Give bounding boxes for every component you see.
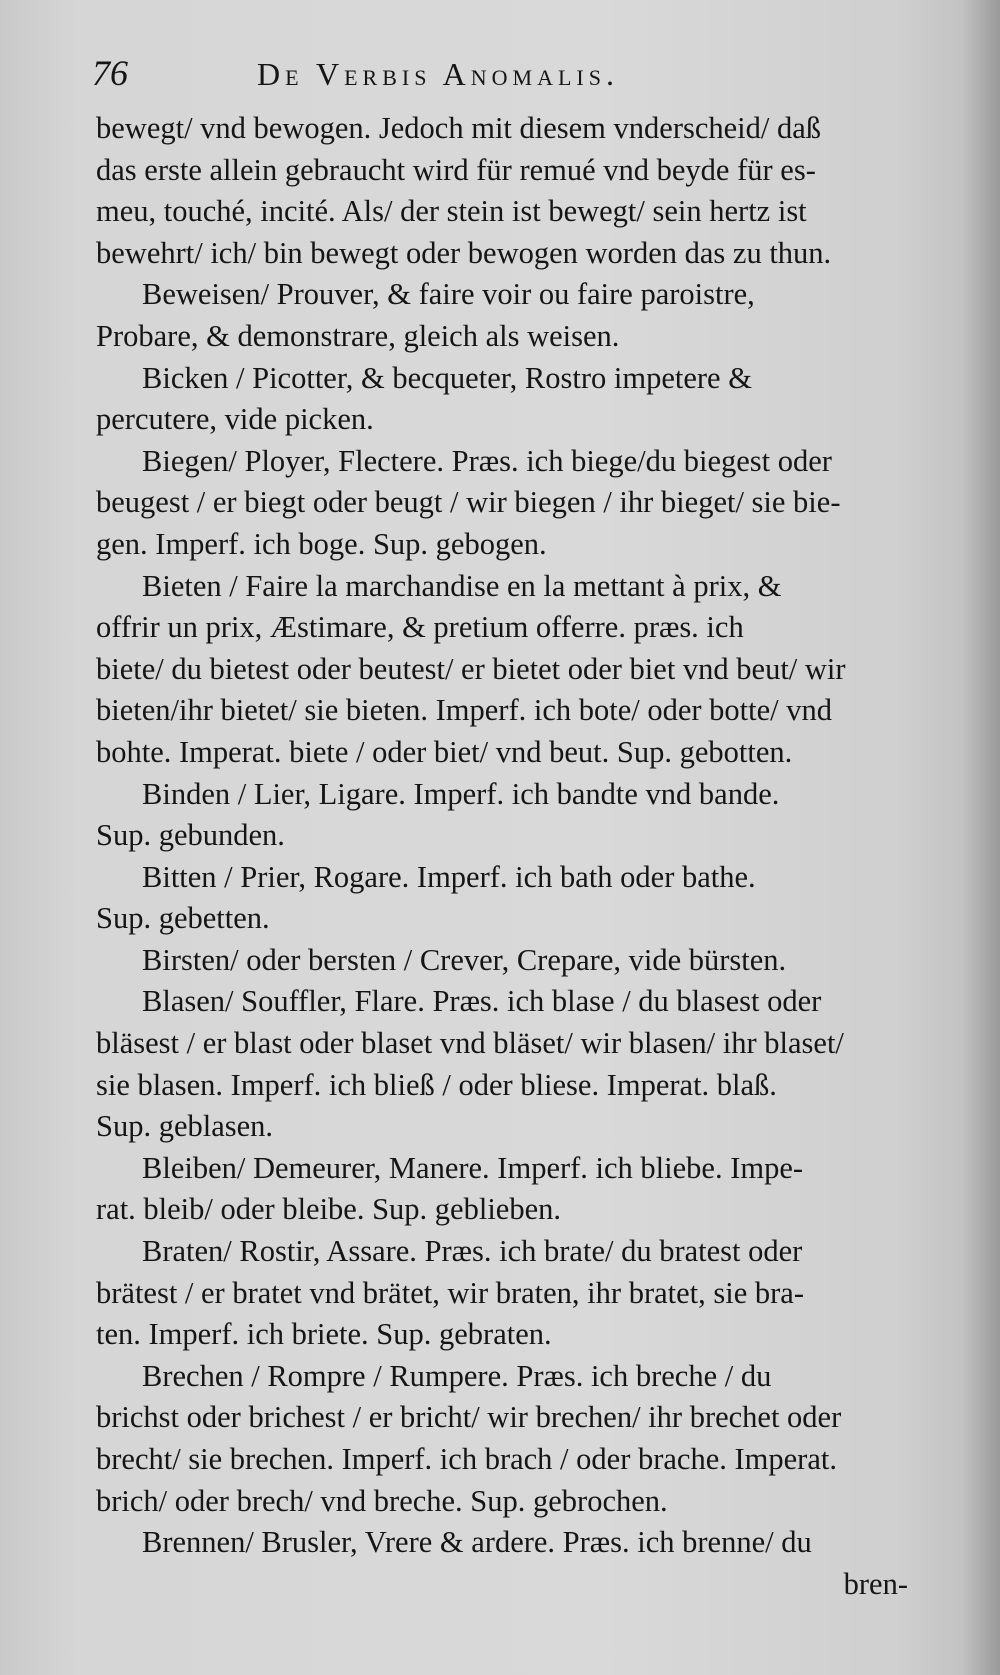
text-line: brich/ oder brech/ vnd breche. Sup. gebrochen. [96,1483,668,1518]
text-line: Binden / Lier, Ligare. Imperf. ich bandte vnd bande. [142,776,780,811]
text-line: bieten/ihr bietet/ sie bieten. Imperf. ich bote/ oder botte/ vnd [96,693,833,728]
text-line: bewehrt/ ich/ bin bewegt oder bewogen worden das zu thun. [96,235,832,270]
text-line: sie blasen. Imperf. ich bließ / oder bliese. Imperat. blaß. [96,1067,777,1102]
text-line: das erste allein gebraucht wird für remué vnd beyde für es- [96,152,816,187]
text-line: Sup. gebetten. [96,901,270,936]
text-line: brichst oder brichest / er bricht/ wir brechen/ ihr brechet oder [96,1400,842,1435]
text-line: Bieten / Faire la marchandise en la mettant à prix, & [142,568,782,603]
text-line: beugest / er biegt oder beugt / wir biegen / ihr bieget/ sie bie- [96,485,841,520]
text-line: Bicken / Picotter, & becqueter, Rostro impetere & [142,360,752,395]
text-line: percutere, vide picken. [96,402,374,437]
text-line: meu, touché, incité. Als/ der stein ist bewegt/ sein hertz ist [96,194,807,229]
text-line: bren- [843,1566,908,1601]
running-title: De Verbis Anomalis. [257,56,619,92]
text-line: bewegt/ vnd bewogen. Jedoch mit diesem vnderscheid/ daß [96,111,822,145]
text-line: Brechen / Rompre / Rumpere. Præs. ich breche / du [142,1358,772,1393]
text-line: Bitten / Prier, Rogare. Imperf. ich bath oder bathe. [142,859,756,894]
text-line: Beweisen/ Prouver, & faire voir ou faire paroistre, [142,277,755,312]
text-line: brätest / er bratet vnd brätet, wir braten, ihr bratet, sie bra- [96,1275,804,1310]
text-body [96,108,918,1605]
text-line: Birsten/ oder bersten / Crever, Crepare, vide bürsten. [142,942,787,977]
text-line: Blasen/ Souffler, Flare. Præs. ich blase / du blasest oder [142,984,822,1019]
page-edge-shadow [960,0,1000,1675]
text-line: Bleiben/ Demeurer, Manere. Imperf. ich bliebe. Impe- [142,1150,804,1185]
text-line: brecht/ sie brechen. Imperf. ich brach / oder brache. Imperat. [96,1442,837,1476]
text-line: Biegen/ Ployer, Flectere. Præs. ich biege/du biegest oder [142,443,832,478]
page-header [92,52,922,102]
text-line: bläsest / er blast oder blaset vnd bläset/ wir blasen/ ihr blaset/ [96,1026,844,1061]
text-line: Braten/ Rostir, Assare. Præs. ich brate/ du bratest oder [142,1234,803,1269]
page-number: 76 [92,53,128,93]
text-line: ten. Imperf. ich briete. Sup. gebraten. [96,1317,552,1352]
text-line: biete/ du bietest oder beutest/ er bietet oder biet vnd beut/ wir [96,651,846,686]
text-line: Sup. geblasen. [96,1109,274,1144]
text-line: bohte. Imperat. biete / oder biet/ vnd beut. Sup. gebotten. [96,734,793,769]
text-line: rat. bleib/ oder bleibe. Sup. geblieben. [96,1192,561,1227]
text-line: Probare, & demonstrare, gleich als weisen. [96,318,620,353]
text-line: gen. Imperf. ich boge. Sup. gebogen. [96,526,547,561]
text-line: Sup. gebunden. [96,818,285,853]
text-line: offrir un prix, Æstimare, & pretium offerre. præs. ich [96,610,744,645]
text-line: Brennen/ Brusler, Vrere & ardere. Præs. ich brenne/ du [142,1525,812,1560]
